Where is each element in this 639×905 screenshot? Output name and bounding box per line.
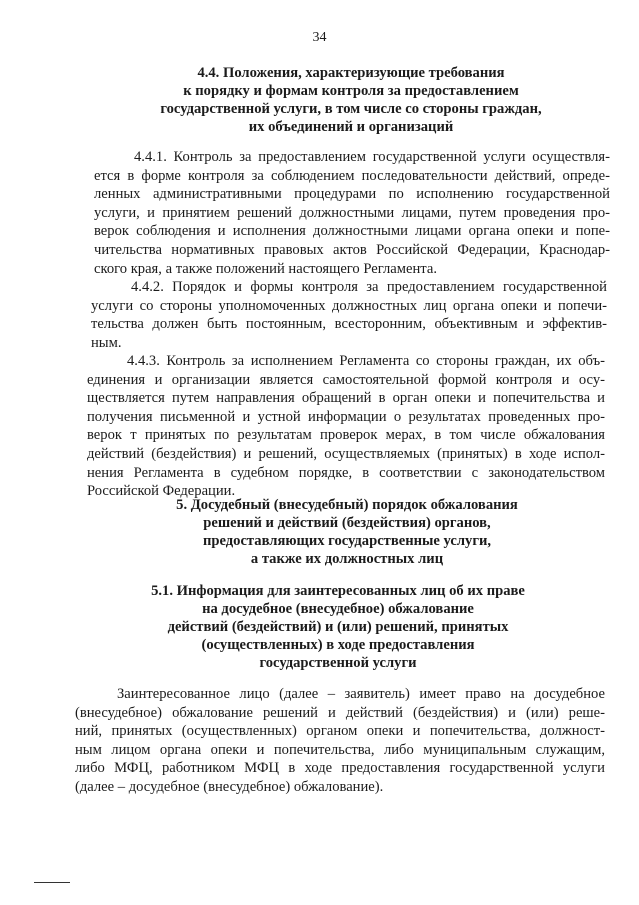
text-line: единения и организации является самостоятельной формой контроля и осу-: [87, 371, 605, 388]
text-line: чительства нормативных правовых актов Российской Федерации, Краснодар-: [94, 241, 610, 258]
heading-line: на досудебное (внесудебное) обжалование: [202, 601, 474, 617]
paragraph-4-4-3: [87, 352, 605, 501]
heading-line: 5.1. Информация для заинтересованных лиц об их праве: [151, 583, 525, 599]
text-line: верок т принятых по результатам проверок мерах, в том числе обжалования: [87, 427, 605, 444]
text-line: Заинтересованное лицо (далее – заявитель) имеет право на досудебное: [117, 686, 605, 702]
paragraph-5-1: [75, 685, 605, 797]
text-line: 4.4.1. Контроль за предоставлением государственной услуги осуществля-: [134, 149, 610, 165]
page-number: 34: [312, 30, 327, 45]
text-line: ется в форме контроля за соблюдением последовательности действий, опреде-: [94, 167, 610, 184]
heading-line: государственной услуги, в том числе со стороны граждан,: [160, 101, 542, 117]
section-5-1-heading: [138, 582, 538, 672]
heading-line: их объединений и организаций: [248, 119, 454, 135]
heading-line: решений и действий (бездействия) органов,: [203, 515, 491, 531]
text-line: ний, принятых (осуществленных) органом опеки и попечительства, должност-: [75, 723, 605, 740]
heading-line: государственной услуги: [259, 655, 417, 671]
heading-line: а также их должностных лиц: [250, 551, 444, 567]
heading-line: (осуществленных) в ходе предоставления: [201, 637, 475, 653]
text-line: услуги со стороны уполномоченных должностных лиц органа опеки и попечи-: [91, 297, 607, 314]
text-line: нения Регламента в судебном порядке, в соответствии с законодательством: [87, 464, 605, 481]
text-line: ского края, а также положений настоящего Регламента.: [94, 260, 437, 277]
text-line: (далее – досудебное (внесудебное) обжалование).: [75, 778, 384, 795]
text-line: получения письменной и устной информации о результатах проведенных про-: [87, 408, 605, 425]
footnote-rule: [34, 882, 70, 883]
section-5-heading: [150, 496, 544, 568]
text-line: ществляется путем направления обращений в орган опеки и попечительства и: [87, 390, 605, 407]
text-line: 4.4.3. Контроль за исполнением Регламента со стороны граждан, их объ-: [127, 353, 605, 369]
heading-line: 5. Досудебный (внесудебный) порядок обжалования: [176, 497, 518, 513]
paragraph-4-4-1: [94, 148, 610, 278]
text-line: верок соблюдения и исполнения должностными лицами органа опеки и попе-: [94, 223, 610, 240]
text-line: действий (бездействия) и решений, осуществляемых (принятых) в ходе испол-: [87, 445, 605, 462]
text-line: ленных административными процедурами по исполнению государственной: [94, 186, 610, 203]
heading-line: действий (бездействий) и (или) решений, принятых: [167, 619, 509, 635]
text-line: ным.: [91, 334, 122, 351]
heading-line: к порядку и формам контроля за предоставлением: [183, 83, 519, 99]
section-4-4-heading: [150, 64, 552, 136]
text-line: либо МФЦ, работником МФЦ в ходе предоставления государственной услуги: [75, 760, 605, 777]
heading-line: предоставляющих государственные услуги,: [202, 533, 492, 549]
text-line: ным лицом органа опеки и попечительства, либо муниципальным служащим,: [75, 741, 605, 758]
text-line: Российской Федерации.: [87, 483, 236, 500]
text-line: 4.4.2. Порядок и формы контроля за предоставлением государственной: [131, 279, 607, 295]
paragraph-4-4-2: [91, 278, 607, 352]
heading-line: 4.4. Положения, характеризующие требования: [197, 65, 505, 81]
text-line: услуги, и принятием решений должностными лицами, путем проведения про-: [94, 204, 610, 221]
text-line: тельства должен быть постоянным, всесторонним, объективным и эффектив-: [91, 316, 607, 333]
text-line: (внесудебное) обжалование решений и действий (бездействия) и (или) реше-: [75, 704, 605, 721]
